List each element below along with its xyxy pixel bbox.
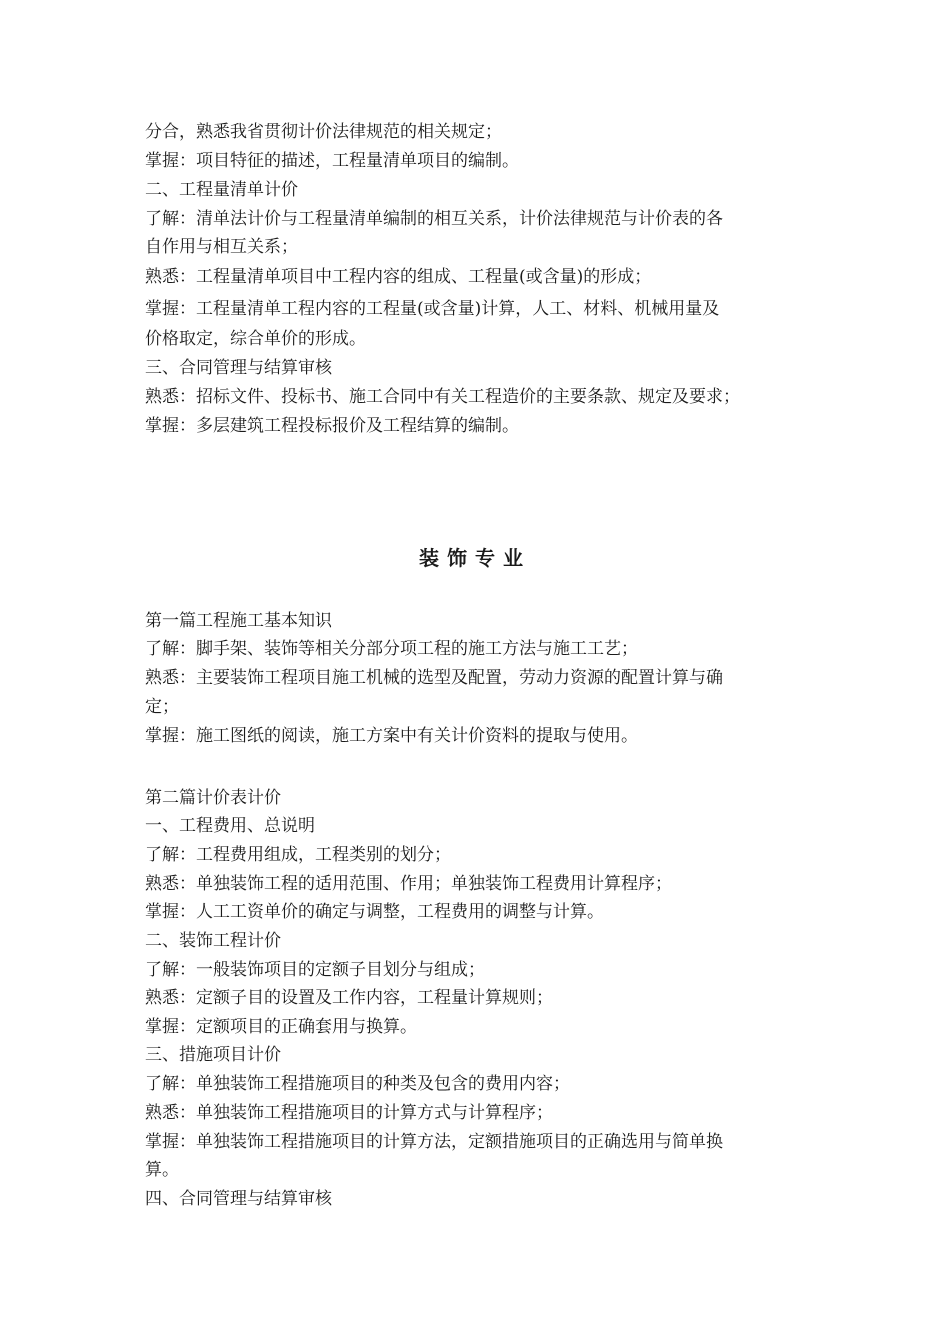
text-line: 了解：单独装饰工程措施项目的种类及包含的费用内容；: [145, 1074, 570, 1094]
text-line: 掌握：施工图纸的阅读，施工方案中有关计价资料的提取与使用。: [145, 726, 638, 746]
text-line: 掌握：多层建筑工程投标报价及工程结算的编制。: [145, 416, 519, 436]
text-line: 熟悉：工程量清单项目中工程内容的组成、工程量(或含量)的形成；: [145, 267, 652, 287]
text-line: 熟悉：主要装饰工程项目施工机械的选型及配置，劳动力资源的配置计算与确: [145, 668, 723, 688]
text-line: 定；: [145, 697, 179, 717]
text-line: 熟悉：单独装饰工程的适用范围、作用；单独装饰工程费用计算程序；: [145, 874, 672, 894]
text-line: 自作用与相互关系；: [145, 237, 298, 257]
section-title: 四、合同管理与结算审核: [145, 1189, 332, 1209]
text-line: 分合，熟悉我省贯彻计价法律规范的相关规定；: [145, 122, 502, 142]
section-title: 一、工程费用、总说明: [145, 816, 315, 836]
text-line: 价格取定，综合单价的形成。: [145, 329, 366, 349]
section-title: 二、装饰工程计价: [145, 931, 281, 951]
text-line: 掌握：定额项目的正确套用与换算。: [145, 1017, 417, 1037]
text-line: 熟悉：招标文件、投标书、施工合同中有关工程造价的主要条款、规定及要求；: [145, 387, 740, 407]
section-title: 三、措施项目计价: [145, 1045, 281, 1065]
text-line: 熟悉：定额子目的设置及工作内容，工程量计算规则；: [145, 988, 553, 1008]
section-title: 二、工程量清单计价: [145, 180, 298, 200]
part-title: 第一篇工程施工基本知识: [145, 611, 332, 631]
text-line: 掌握：人工工资单价的确定与调整，工程费用的调整与计算。: [145, 902, 604, 922]
text-line: 掌握：项目特征的描述，工程量清单项目的编制。: [145, 151, 519, 171]
text-line: 了解：工程费用组成，工程类别的划分；: [145, 845, 451, 865]
part-title: 第二篇计价表计价: [145, 788, 281, 808]
text-line: 熟悉：单独装饰工程措施项目的计算方式与计算程序；: [145, 1103, 553, 1123]
text-line: 了解：脚手架、装饰等相关分部分项工程的施工方法与施工工艺；: [145, 639, 638, 659]
page-heading: 装饰专业: [419, 546, 531, 570]
text-line: 掌握：工程量清单工程内容的工程量(或含量)计算，人工、材料、机械用量及: [145, 299, 720, 319]
section-title: 三、合同管理与结算审核: [145, 358, 332, 378]
text-line: 算。: [145, 1160, 179, 1180]
text-line: 掌握：单独装饰工程措施项目的计算方法，定额措施项目的正确选用与简单换: [145, 1132, 723, 1152]
text-line: 了解：一般装饰项目的定额子目划分与组成；: [145, 960, 485, 980]
text-line: 了解：清单法计价与工程量清单编制的相互关系，计价法律规范与计价表的各: [145, 209, 723, 229]
